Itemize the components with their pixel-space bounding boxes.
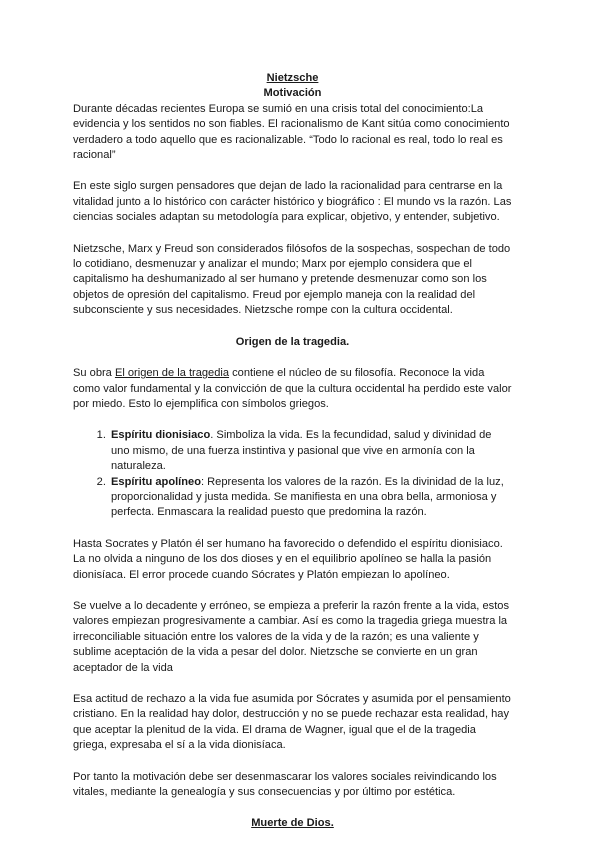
paragraph: En este siglo surgen pensadores que dejan de lado la racionalidad para centrarse en la vitalidad junto a lo histórico con carácter histórico y biográfico : El mundo vs la razón. Las ciencias sociales adaptan su metodología para explicar, objetivo, y entender, subjetivo. (73, 180, 512, 224)
paragraph-origen-intro (73, 366, 512, 412)
list-item-text: : Representa los valores de la razón. Es la divinidad de la luz, proporcionalidad y justa medida. Se manifiesta en una obra bella, armoniosa y perfecta. Enmascara la realidad puesto que predomina la razón. (111, 475, 504, 519)
section-title-muerte: Muerte de Dios. (251, 817, 334, 830)
document-subtitle: Motivación (263, 87, 322, 100)
paragraph: Esa actitud de rechazo a la vida fue asumida por Sócrates y asumida por el pensamiento cristiano. En la realidad hay dolor, destrucción y no se puede rechazar esta realidad, hay que aceptar la plenitud de la vida. El drama de Wagner, igual que el de la tragedia griega, expresaba el sí a la vida dionisíaca. (73, 693, 511, 752)
list-item-text: . Simboliza la vida. Es la fecundidad, salud y divinidad de uno mismo, de una fuerza instintiva y pasional que vive en armonía con la naturaleza. (111, 429, 492, 473)
book-title: El origen de la tragedia (114, 367, 230, 380)
paragraph: Nietzsche, Marx y Freud son considerados filósofos de la sospechas, sospechan de todo lo cotidiano, desmenuzar y analizar el mundo; Marx por ejemplo considera que el capitalismo ha deshumanizado al ser humano y pretende desmenuzar como son los objetos de opresión del capitalismo. Freud por ejemplo maneja con la realidad del subconsciente y sus necesidades. Nietzsche rompe con la cultura occidental. (73, 242, 511, 317)
numbered-list (73, 428, 512, 520)
list-item (109, 428, 512, 474)
list-item-term: Espíritu dionisiaco (111, 429, 211, 442)
paragraph: Durante décadas recientes Europa se sumió en una crisis total del conocimiento:La evidencia y los sentidos no son fiables. El racionalismo de Kant sitúa como conocimiento verdadero a todo aquello que es racionalizable. “Todo lo racional es real, todo lo real es racional” (73, 102, 510, 162)
list-item (109, 475, 512, 521)
paragraph: Se vuelve a lo decadente y erróneo, se empieza a preferir la razón frente a la vida, estos valores empiezan progresivamente a cambiar. Así es como la tragedia griega muestra la irreconciliable situación entre los valores de la vida y de la razón; es una valiente y sublime aceptación de la vida a pesar del dolor. Nietzsche se convierte en un gran aceptador de la vida (73, 599, 509, 674)
list-item-term: Espíritu apolíneo (111, 475, 201, 488)
text-segment: contiene el núcleo de su filosofía. Reconoce la vida como valor fundamental y la convicción de que la cultura occidental ha perdido este valor por miedo. Esto lo ejemplifica con símbolos griegos. (73, 367, 512, 410)
section-title-origen: Origen de la tragedia. (235, 335, 350, 348)
paragraph: Por tanto la motivación debe ser desenmascarar los valores sociales reivindicando los vitales, mediante la genealogía y sus consecuencias y por último por estética. (73, 770, 497, 799)
document-title: Nietzsche (266, 72, 319, 84)
paragraph: Hasta Socrates y Platón él ser humano ha favorecido o defendido el espíritu dionisiaco. La no olvida a ninguno de los dos dioses y en el equilibrio apolíneo se halla la pasión dionisíaca. El error procede cuando Sócrates y Platón empiezan lo apolíneo. (73, 537, 503, 581)
text-segment: Su obra (73, 367, 115, 380)
